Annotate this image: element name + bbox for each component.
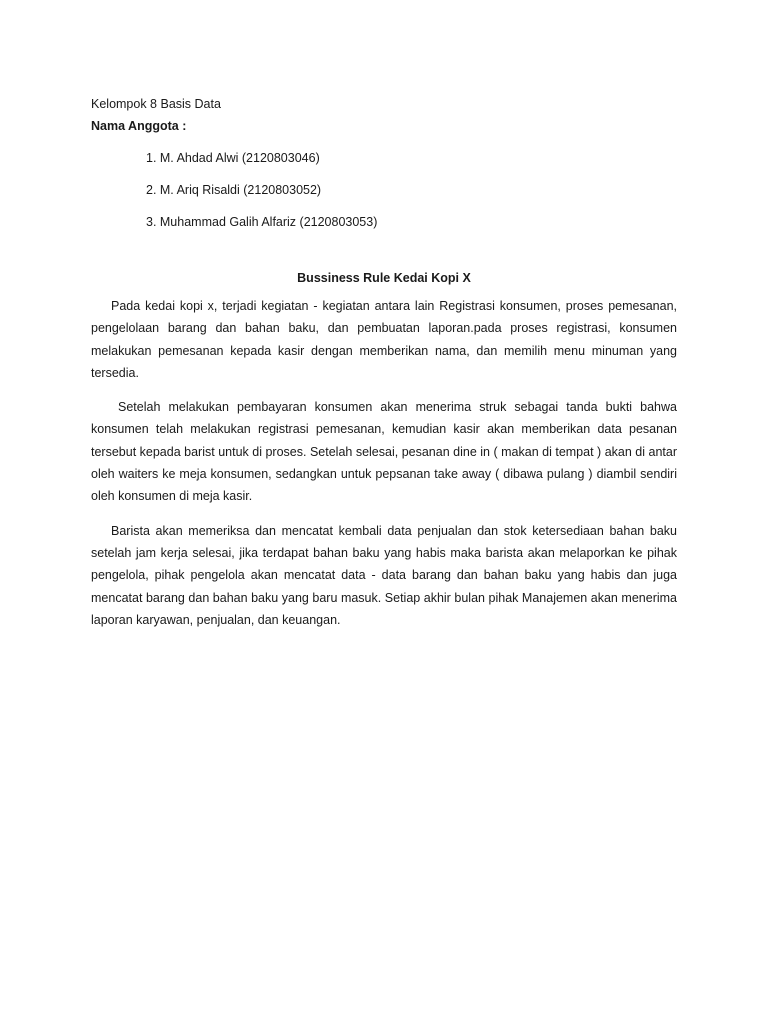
member-item: 3. Muhammad Galih Alfariz (2120803053) <box>146 215 378 229</box>
member-item: 1. M. Ahdad Alwi (2120803046) <box>146 151 320 165</box>
group-name: Kelompok 8 Basis Data <box>91 97 221 111</box>
members-label: Nama Anggota : <box>91 119 187 133</box>
paragraph-2: Setelah melakukan pembayaran konsumen akan menerima struk sebagai tanda bukti bahwa konsumen telah melakukan registrasi pemesanan, kemudian kasir akan memberikan data pesanan tersebut kepada barist untuk di proses. Setelah selesai, pesanan dine in ( makan di tempat ) akan di antar oleh waiters ke meja konsumen, sedangkan untuk pepsanan take away ( dibawa pulang ) diambil sendiri oleh konsumen di meja kasir. <box>91 400 677 504</box>
paragraph-1: Pada kedai kopi x, terjadi kegiatan - kegiatan antara lain Registrasi konsumen, proses pemesanan, pengelolaan barang dan bahan baku, dan pembuatan laporan.pada proses registrasi, konsumen melakukan pemesanan kepada kasir dengan memberikan nama, dan memilih menu minuman yang tersedia. <box>91 299 677 380</box>
member-item: 2. M. Ariq Risaldi (2120803052) <box>146 183 322 197</box>
document-title: Bussiness Rule Kedai Kopi X <box>297 271 471 285</box>
members-list <box>91 147 677 233</box>
paragraph-3: Barista akan memeriksa dan mencatat kembali data penjualan dan stok ketersediaan bahan baku setelah jam kerja selesai, jika terdapat bahan baku yang habis maka barista akan melaporkan ke pihak pengelola, pihak pengelola akan mencatat data - data barang dan bahan baku yang habis dan juga mencatat barang dan bahan baku yang baru masuk. Setiap akhir bulan pihak Manajemen akan menerima laporan karyawan, penjualan, dan keuangan. <box>91 523 677 627</box>
document-content <box>91 93 677 643</box>
